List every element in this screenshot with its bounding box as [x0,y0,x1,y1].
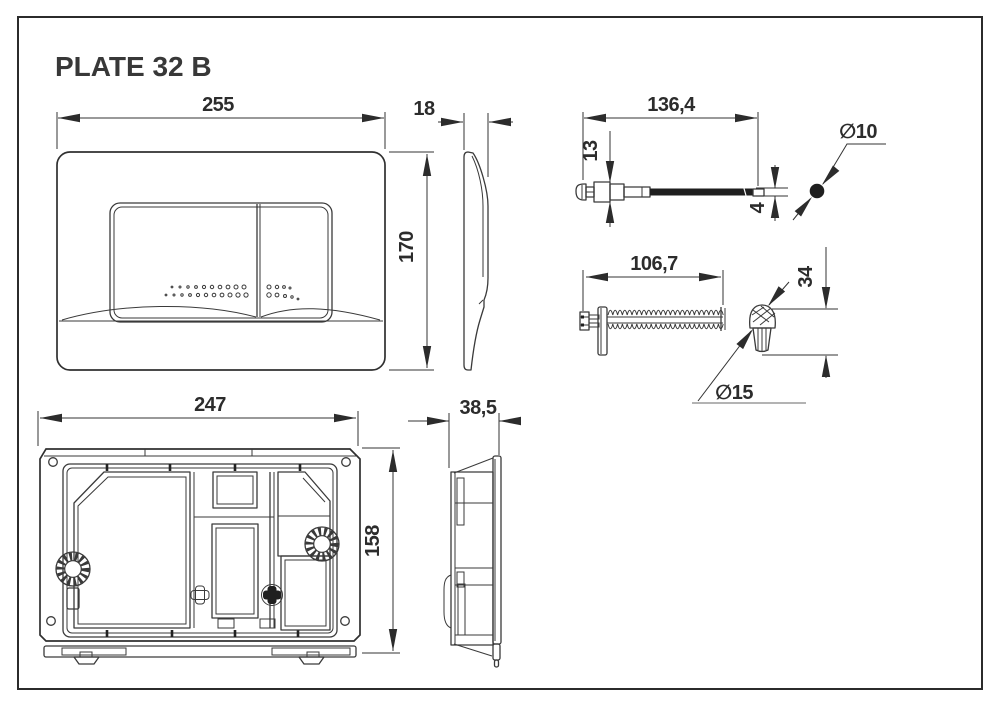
dim-label-front-width: 255 [202,94,234,116]
dim-label-rod-length: 136,4 [647,94,695,116]
dim-label-rod-thickness: 4 [747,202,769,214]
dim-label-back-height: 158 [362,525,384,557]
dim-label-spring-length: 106,7 [630,253,678,275]
dim-label-front-depth: 18 [413,98,435,120]
dim-label-rod-head: 13 [580,140,602,162]
dim-label-front-height: 170 [396,231,418,263]
dim-label-back-depth: 38,5 [459,397,497,419]
drawing-title: PLATE 32 B [55,51,212,82]
dim-label-back-width: 247 [194,394,226,416]
cross-screw-filled [262,585,283,606]
dim-label-rod-diameter: ∅10 [839,121,877,143]
dim-label-cone-diameter: ∅15 [715,382,753,404]
dim-label-cone-height: 34 [795,266,817,288]
